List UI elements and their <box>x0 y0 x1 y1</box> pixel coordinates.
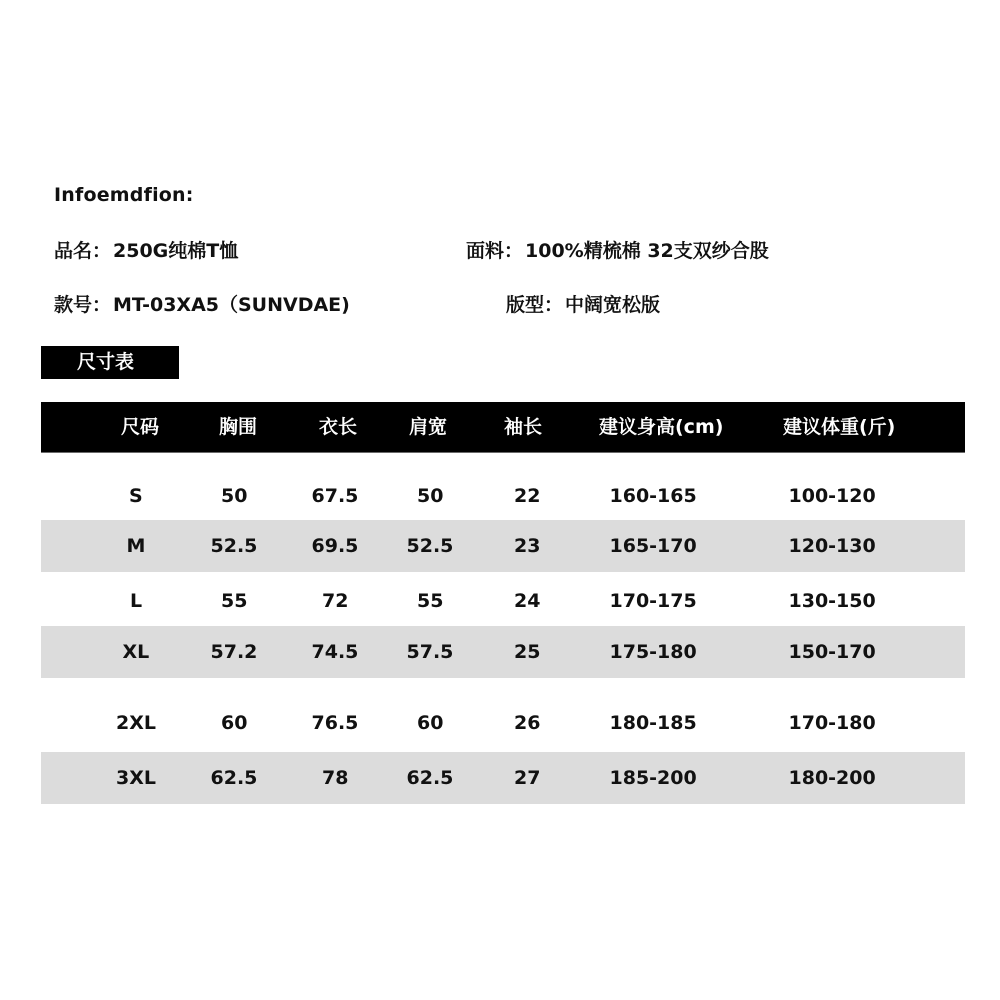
cell-shoulder: 52.5 <box>406 535 454 557</box>
header-sleeve: 袖长 <box>504 416 543 438</box>
cell-shoulder: 60 <box>417 712 444 734</box>
fit-line <box>506 290 660 317</box>
cell-weight: 100-120 <box>788 485 876 507</box>
cell-chest: 50 <box>221 485 248 507</box>
header-chest: 胸围 <box>219 416 258 438</box>
size-chart-title: 尺寸表 <box>41 346 179 379</box>
cell-sleeve: 25 <box>514 641 541 663</box>
cell-size: S <box>129 485 143 507</box>
table-row <box>41 626 965 678</box>
cell-height: 185-200 <box>609 767 697 789</box>
cell-length: 69.5 <box>311 535 359 557</box>
table-row <box>41 752 965 804</box>
cell-height: 180-185 <box>609 712 697 734</box>
cell-sleeve: 24 <box>514 590 541 612</box>
info-heading: Infoemdfion: <box>54 184 194 206</box>
style-number-line <box>54 290 350 317</box>
cell-chest: 60 <box>221 712 248 734</box>
cell-weight: 170-180 <box>788 712 876 734</box>
size-table-header <box>41 402 965 453</box>
header-height: 建议身高(cm) <box>599 416 724 438</box>
header-weight: 建议体重(斤) <box>783 416 896 438</box>
product-name-line <box>54 236 238 263</box>
cell-sleeve: 23 <box>514 535 541 557</box>
cell-height: 170-175 <box>609 590 697 612</box>
cell-chest: 52.5 <box>210 535 258 557</box>
cell-size: 3XL <box>116 767 156 789</box>
product-name-label: 品名： <box>54 240 112 262</box>
cell-shoulder: 55 <box>417 590 444 612</box>
cell-length: 78 <box>322 767 349 789</box>
cell-weight: 150-170 <box>788 641 876 663</box>
cell-chest: 62.5 <box>210 767 258 789</box>
cell-sleeve: 27 <box>514 767 541 789</box>
header-size: 尺码 <box>121 416 160 438</box>
cell-size: L <box>130 590 143 612</box>
cell-length: 74.5 <box>311 641 359 663</box>
cell-length: 76.5 <box>311 712 359 734</box>
fit-label: 版型： <box>506 294 564 316</box>
cell-weight: 120-130 <box>788 535 876 557</box>
fabric-line <box>466 236 769 263</box>
product-name-value: 250G纯棉T恤 <box>113 240 239 262</box>
cell-length: 67.5 <box>311 485 359 507</box>
cell-sleeve: 26 <box>514 712 541 734</box>
cell-chest: 57.2 <box>210 641 258 663</box>
cell-weight: 130-150 <box>788 590 876 612</box>
cell-shoulder: 50 <box>417 485 444 507</box>
cell-height: 165-170 <box>609 535 697 557</box>
header-shoulder: 肩宽 <box>409 416 448 438</box>
fit-value: 中阔宽松版 <box>565 294 661 316</box>
cell-weight: 180-200 <box>788 767 876 789</box>
style-number-value: MT-03XA5（SUNVDAE) <box>113 294 350 316</box>
cell-size: 2XL <box>116 712 156 734</box>
cell-height: 160-165 <box>609 485 697 507</box>
cell-size: M <box>126 535 146 557</box>
cell-sleeve: 22 <box>514 485 541 507</box>
fabric-label: 面料： <box>466 240 524 262</box>
fabric-value: 100%精梳棉 32支双纱合股 <box>525 240 769 262</box>
cell-height: 175-180 <box>609 641 697 663</box>
table-row <box>41 695 965 751</box>
cell-length: 72 <box>322 590 349 612</box>
cell-shoulder: 62.5 <box>406 767 454 789</box>
cell-size: XL <box>122 641 150 663</box>
cell-shoulder: 57.5 <box>406 641 454 663</box>
table-row <box>41 577 965 626</box>
table-row <box>41 520 965 572</box>
style-number-label: 款号： <box>54 294 112 316</box>
table-row <box>41 473 965 520</box>
cell-chest: 55 <box>221 590 248 612</box>
header-length: 衣长 <box>319 416 358 438</box>
